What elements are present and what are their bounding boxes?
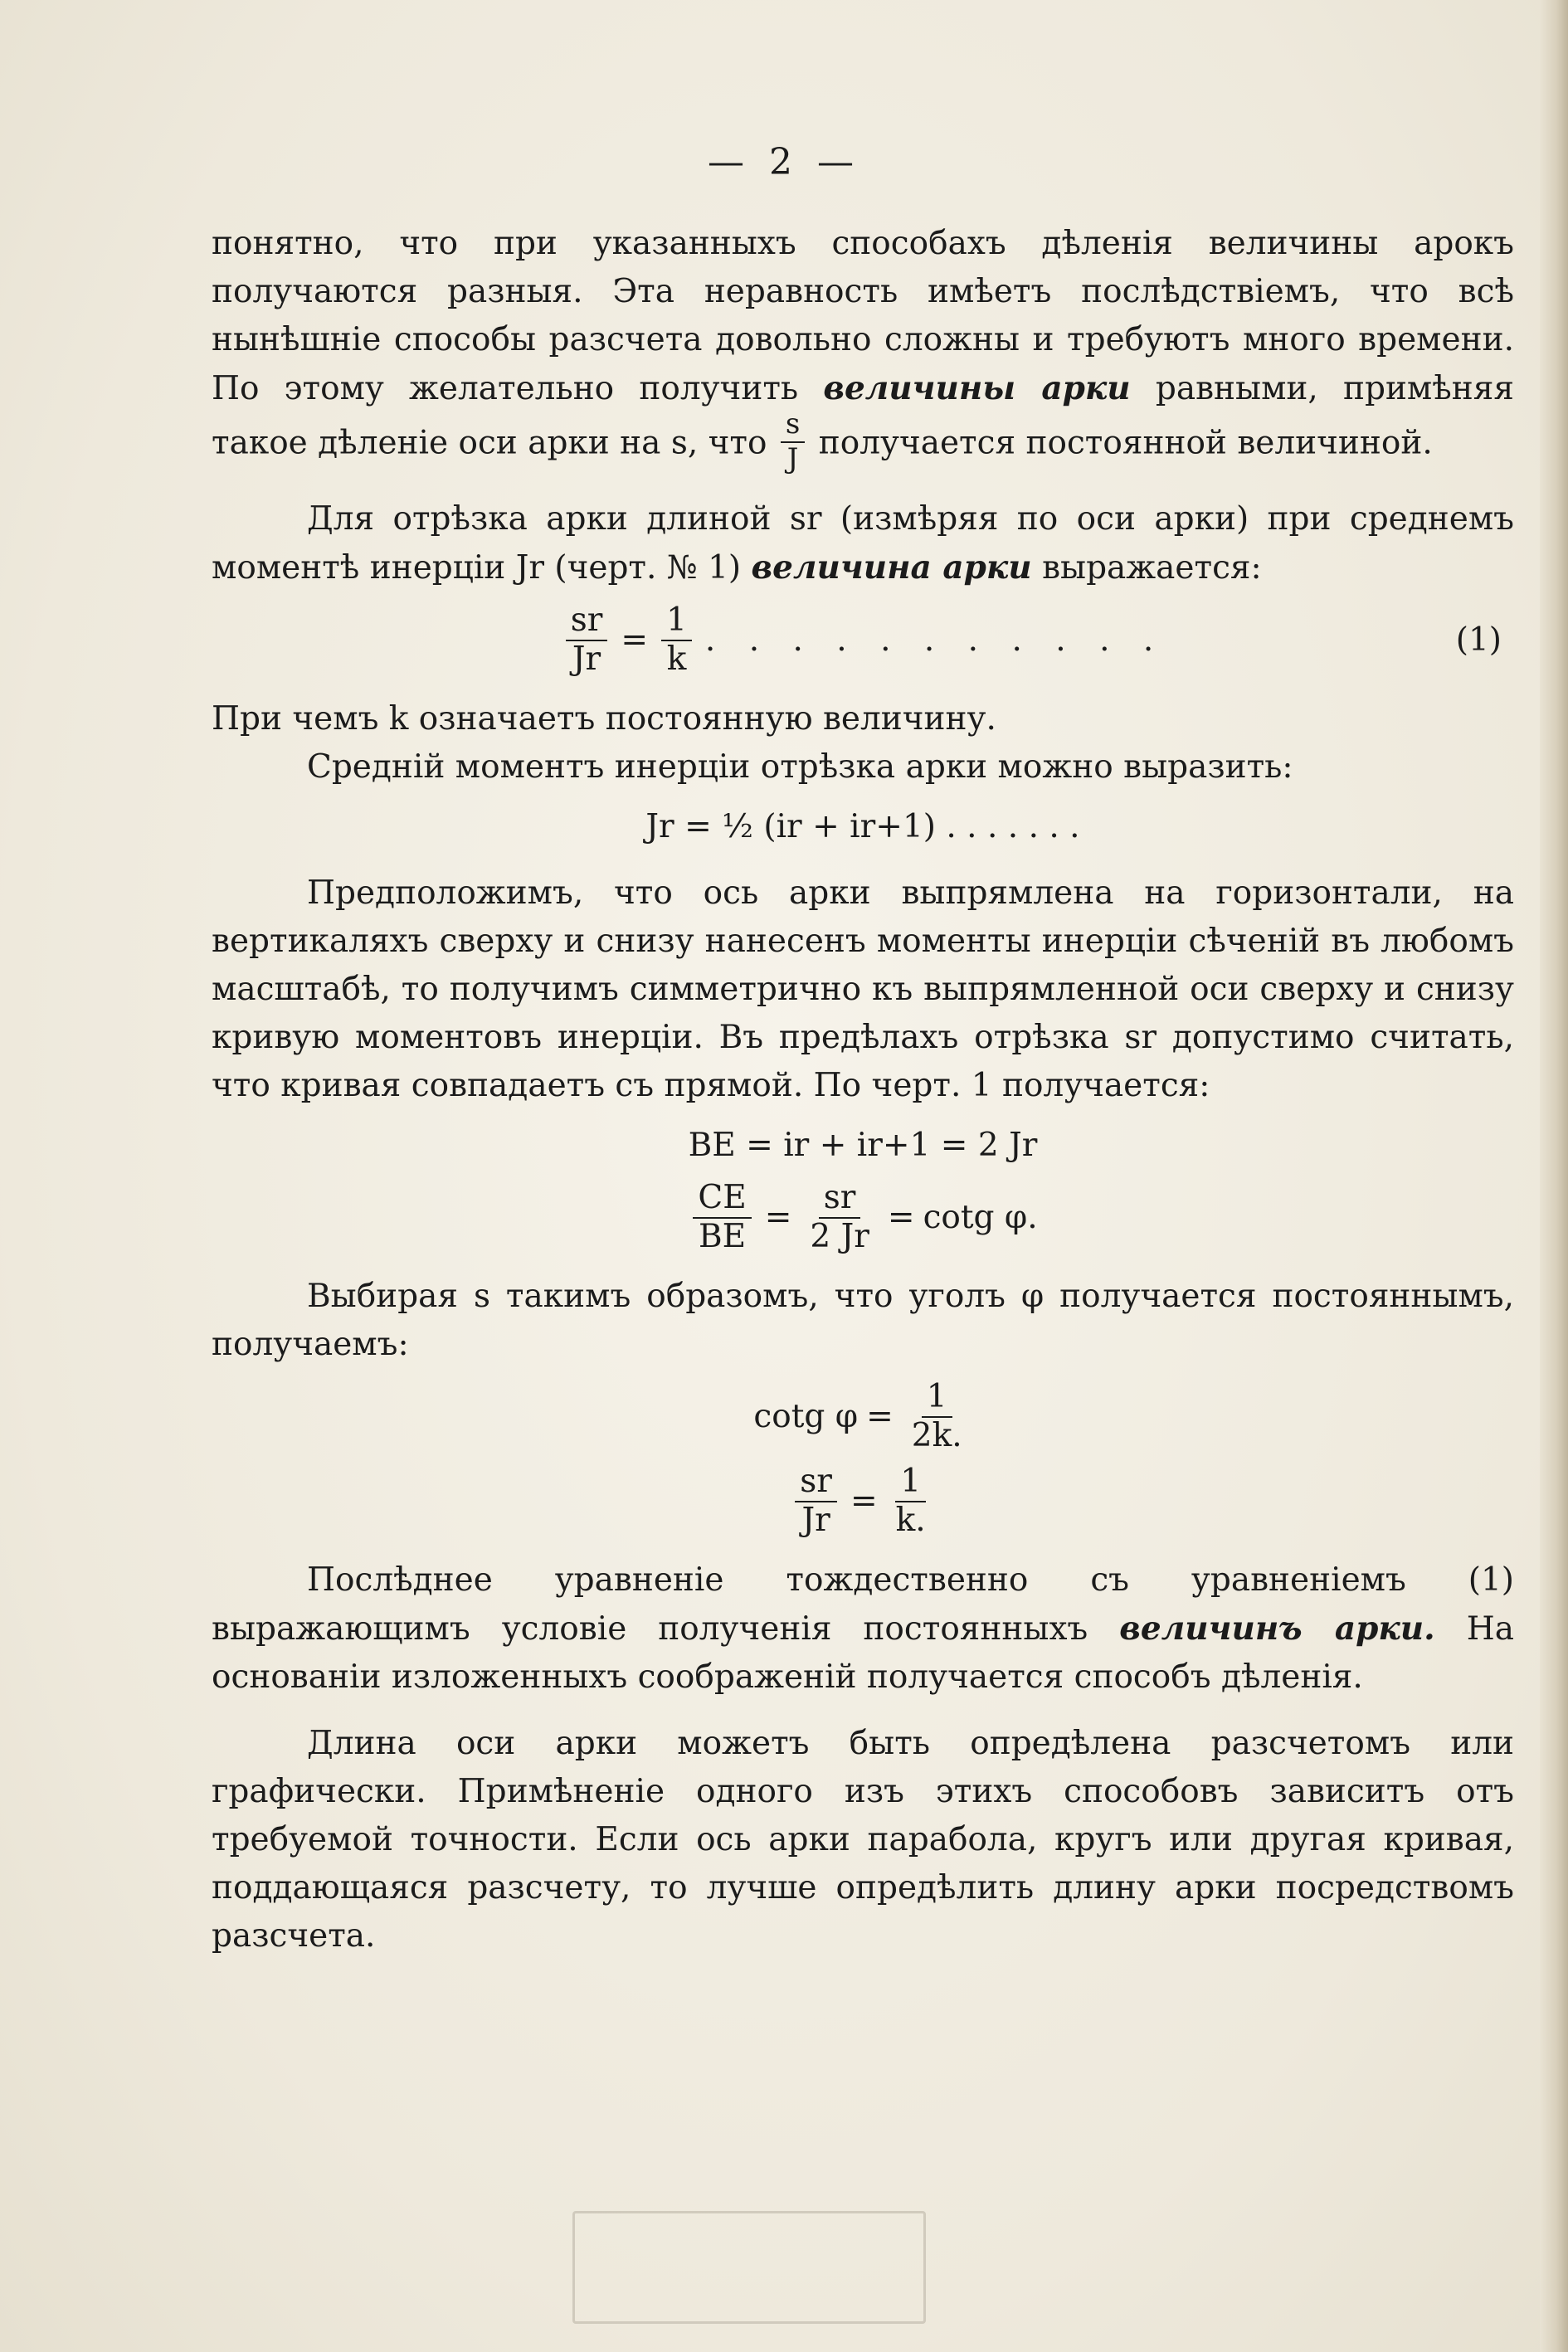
p1-text-a: понятно, что при указанныхъ способахъ дѣленія величины арокъ получаются разныя. Эта неравность имѣетъ послѣдствіемъ, что всѣ нынѣшніе способы разсчета довольно сложны и требуютъ много времени. По этому желательно получить [212,225,1514,407]
eq1-equals: = [621,621,649,660]
paragraph-1 [212,220,1514,477]
eq4-f2-den: 2 Jr [810,1218,869,1256]
paragraph-7 [212,1556,1514,1702]
p7-emphasis: величинъ арки. [1119,1609,1435,1648]
equation-4 [212,1181,1514,1254]
eq4-ce-be-fraction [693,1181,751,1254]
p2-text-a: Для отрѣзка арки длиной sr (измѣряя по оси арки) при среднемъ моментѣ инерціи Jr (черт. № 1) [212,500,1514,587]
equation-1 [212,601,1514,679]
eq1-lhs-num: sr [566,604,608,641]
s-over-j-fraction [781,407,805,475]
p2-emphasis: величина арки [751,548,1032,587]
page-number: — 2 — [708,141,860,183]
eq6-lhs-fraction [795,1465,837,1538]
equation-5 [212,1378,1514,1455]
eq6-rhs-fraction [891,1465,931,1538]
eq1-rhs-fraction [661,601,692,679]
eq1-rhs-den: k [666,640,687,679]
paragraph-8: Длина оси арки можетъ быть опредѣлена разсчетомъ или графически. Примѣненіе одного изъ этихъ способовъ зависитъ отъ требуемой точности. Если ось арки парабола, кругъ или другая кривая, поддающаяся разсчету, то лучше опредѣлить длину арки посредствомъ разсчета. [212,1724,1514,1955]
equation-number: (1) [1455,621,1502,660]
fraction-denominator: J [786,441,799,475]
eq6-equals: = [850,1482,878,1520]
eq4-f2-num: sr [819,1181,861,1219]
eq4-f1-den: BE [698,1218,747,1256]
faded-library-stamp [572,2211,926,2324]
equation-6 [212,1465,1514,1538]
eq6-num1: sr [795,1465,837,1502]
eq5-den: 2k. [911,1417,962,1455]
eq5-equals: = [866,1398,894,1436]
eq1-rhs-num: 1 [661,604,692,641]
p1-text-c: получается постоянной величиной. [818,424,1433,462]
paragraph-5: Предположимъ, что ось арки выпрямлена на горизонтали, на вертикаляхъ сверху и снизу нанесенъ моменты инерціи сѣченій въ любомъ масштабѣ, то получимъ симметрично къ выпрямленной оси сверху и снизу кривую моментовъ инерціи. Въ предѣлахъ отрѣзка sr допустимо считать, что кривая совпадаетъ съ прямой. По черт. 1 получается: [212,874,1514,1105]
paragraph-6: Выбирая s такимъ образомъ, что уголъ φ получается постояннымъ, получаемъ: [212,1278,1514,1364]
paragraph-3: При чемъ k означаетъ постоянную величину. [212,700,996,738]
eq4-equals-2: = [887,1199,915,1237]
eq1-lhs-fraction [566,601,608,679]
eq5-lhs: cotg φ [753,1398,859,1436]
p7-text-a: Послѣднее уравненіе тождественно съ уравненіемъ (1) выражающимъ условіе полученія постоянныхъ [212,1561,1514,1648]
paragraph-2 [212,495,1514,592]
eq5-fraction [907,1378,967,1455]
eq6-den2: k. [895,1501,926,1539]
eq6-num2: 1 [895,1465,926,1502]
eq5-num: 1 [922,1381,952,1418]
p7-text-b: На основаніи изложенныхъ соображеній получается способъ дѣленія. [212,1609,1514,1696]
equation-3: BE = ir + ir+1 = 2 Jr [688,1127,1038,1165]
eq4-rhs: cotg φ. [923,1199,1038,1237]
eq1-dots: . . . . . . . . . . . [704,621,1166,660]
eq4-sr-fraction [805,1181,874,1254]
p1-emphasis: величины арки [823,369,1131,407]
p1-text-b: равными, примѣняя такое дѣленіе оси арки на s, что [212,370,1514,462]
body-text [212,220,1514,1960]
paragraph-4: Среднiй моментъ инерціи отрѣзка арки можно выразить: [307,748,1293,786]
eq6-den1: Jr [801,1501,830,1539]
p2-text-b: выражается: [1042,549,1262,587]
equation-2: Jr = ½ (ir + ir+1) . . . . . . . [645,808,1080,846]
eq4-equals-1: = [764,1199,792,1237]
page-edge [1540,0,1568,2352]
fraction-numerator: s [781,410,805,443]
eq1-lhs-den: Jr [572,640,601,679]
eq4-f1-num: CE [693,1181,751,1219]
